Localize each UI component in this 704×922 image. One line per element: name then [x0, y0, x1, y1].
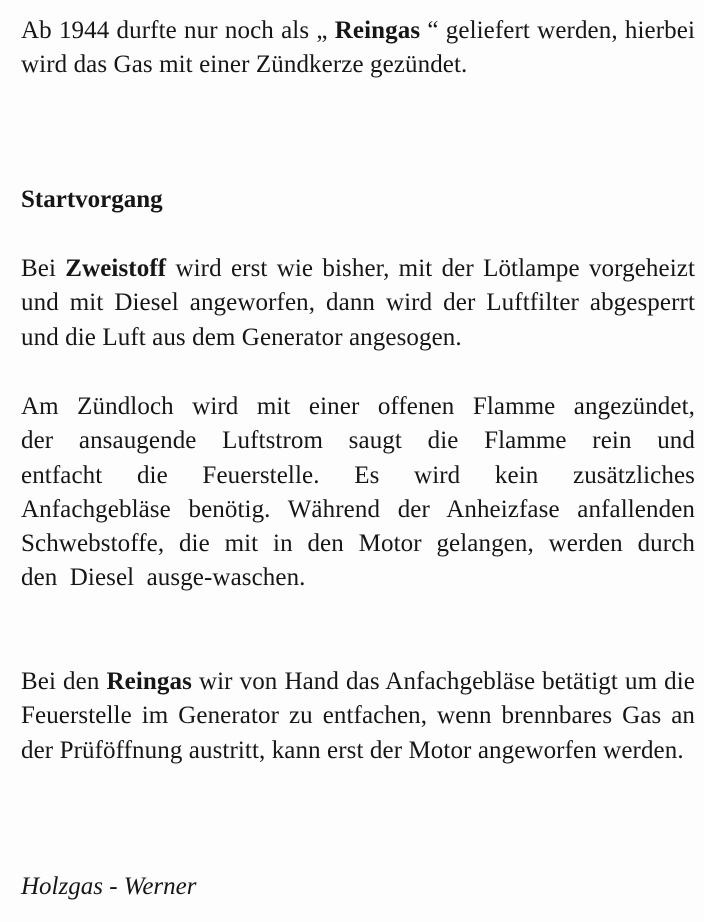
- paragraph-reingas: [21, 665, 695, 768]
- p3-text-after: wir von Hand das Anfachgebläse betätigt um die Feuerstelle im Generator zu entfachen, wenn brennbares Gas an der Prüföffnung austritt, kann erst der Motor angeworfen werden.: [21, 668, 695, 764]
- section-heading: Startvorgang: [21, 186, 163, 213]
- p1-bold-term: Zweistoff: [65, 255, 167, 282]
- intro-text-after: “ geliefert werden, hierbei wird das Gas mit einer Zündkerze gezündet.: [21, 17, 695, 79]
- signature: Holzgas - Werner: [21, 873, 197, 900]
- p3-text-before: Bei den: [21, 668, 107, 695]
- paragraph-zweistoff: [21, 252, 695, 355]
- paragraph-zuendloch: Am Zündloch wird mit einer offenen Flamme angezündet, der ansaugende Luftstrom saugt die Flamme rein und entfacht die Feuerstelle. Es wird kein zusätzliches Anfachgebläse benötig. Während der Anheizfase anfallenden Schwebstoffe, die mit in den Motor gelangen, werden durch den Diesel ausge-waschen.: [21, 393, 695, 592]
- intro-paragraph: [21, 14, 695, 83]
- intro-bold-term: Reingas: [334, 17, 421, 44]
- intro-text-before: Ab 1944 durfte nur noch als „: [21, 17, 335, 44]
- p3-bold-term: Reingas: [106, 668, 192, 695]
- p1-text-after: wird erst wie bisher, mit der Lötlampe vorgeheizt und mit Diesel angeworfen, dann wird der Luftfilter abgesperrt und die Luft aus dem Generator angesogen.: [21, 255, 695, 351]
- p1-text-before: Bei: [21, 255, 66, 282]
